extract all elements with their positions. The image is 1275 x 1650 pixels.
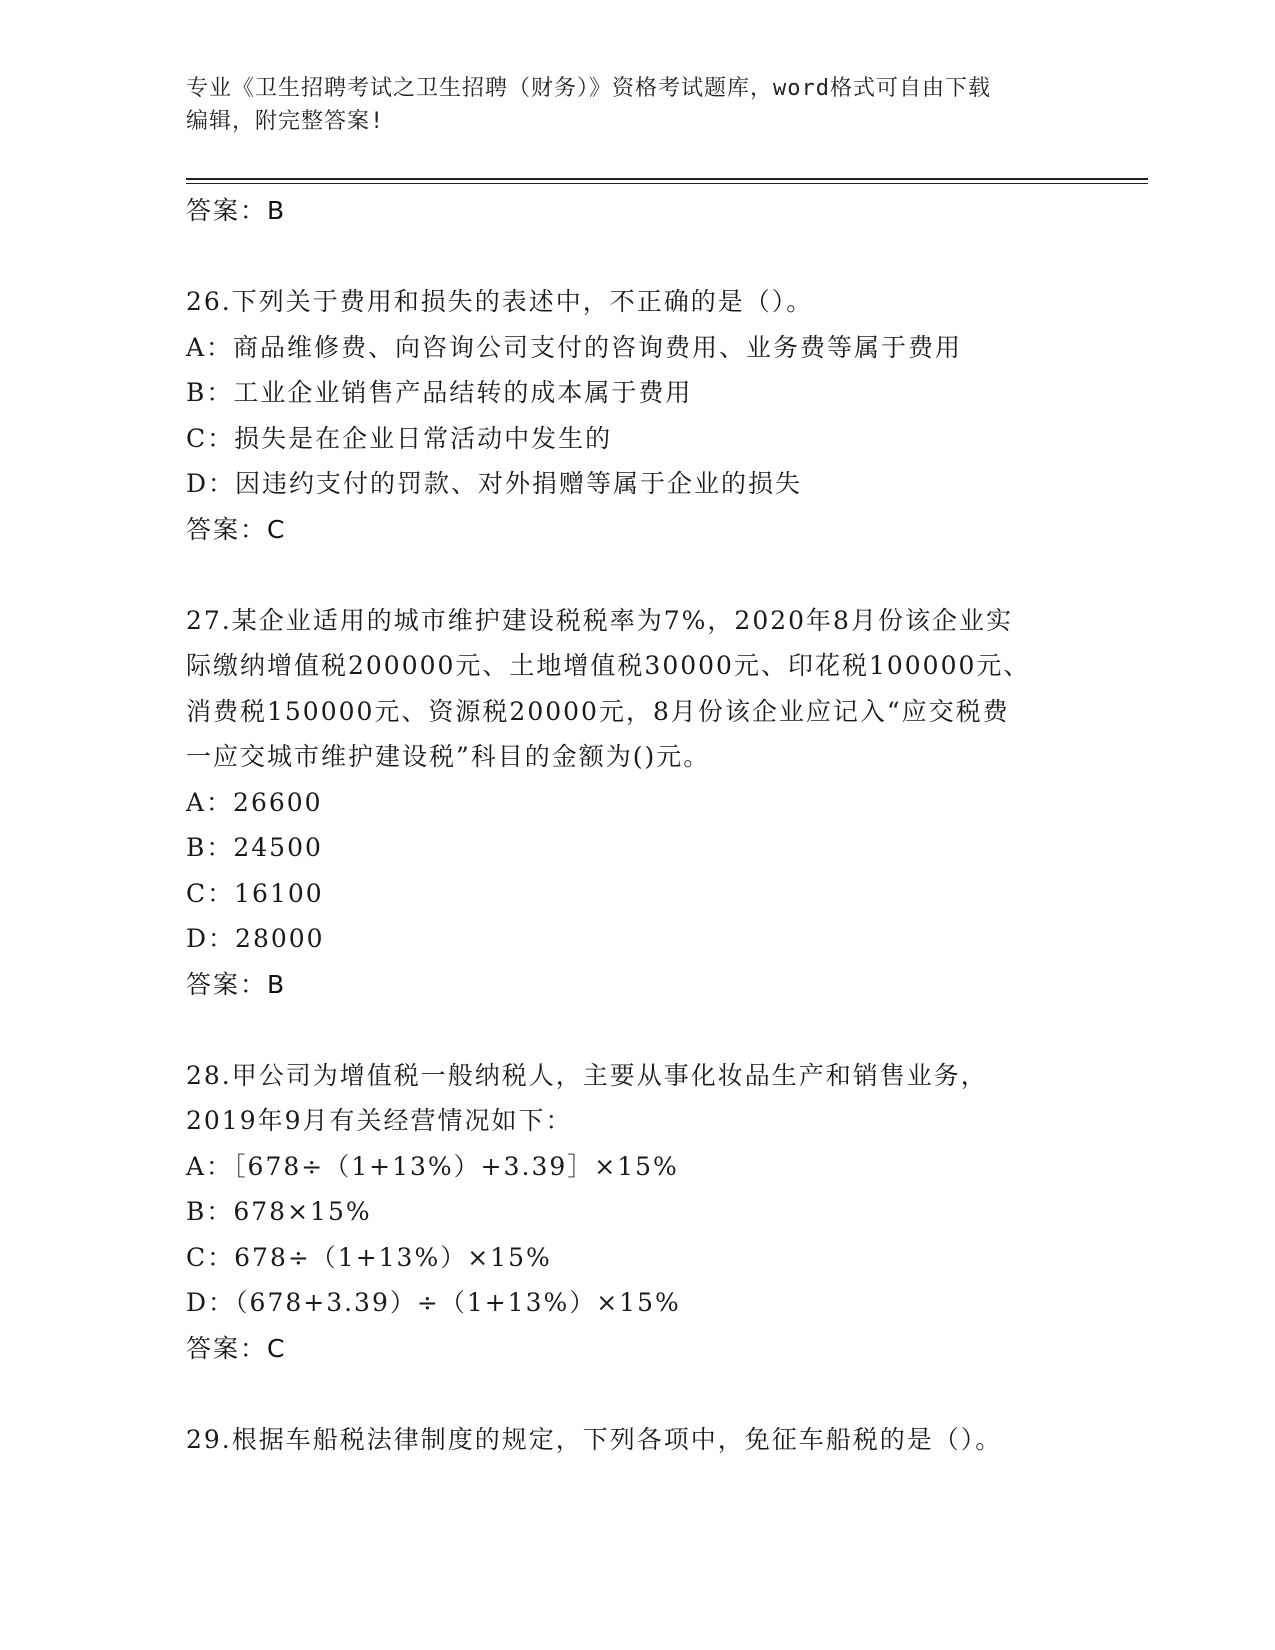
text-line: 26.下列关于费用和损失的表述中，不正确的是（）。 <box>186 287 814 316</box>
text-line: 27.某企业适用的城市维护建设税税率为7%，2020年8月份该企业实 <box>186 605 1013 635</box>
text-line: 际缴纳增值税200000元、土地增值税30000元、印花税100000元、 <box>186 651 1031 680</box>
text-line: B：24500 <box>186 833 323 862</box>
header-rule-thin <box>186 183 1148 184</box>
text-line: A：商品维修费、向咨询公司支付的咨询费用、业务费等属于费用 <box>186 332 963 362</box>
text-line: A：26600 <box>186 787 323 817</box>
header-line-2: 编辑，附完整答案! <box>186 109 385 134</box>
text-line: 2019年9月有关经营情况如下： <box>186 1106 573 1135</box>
header-line-1: 专业《卫生招聘考试之卫生招聘（财务）》资格考试题库，word格式可自由下载 <box>186 76 991 101</box>
text-line: C：678÷（1+13%）×15% <box>186 1242 552 1272</box>
spacer <box>186 234 1116 280</box>
text-line: D：（678+3.39）÷（1+13%）×15% <box>186 1288 681 1317</box>
answer-line: 答案：C <box>186 1333 287 1363</box>
text-line: C：16100 <box>186 878 324 908</box>
answer-line: 答案：B <box>186 196 287 225</box>
text-line: 29.根据车船税法律制度的规定，下列各项中，免征车船税的是（）。 <box>186 1424 1003 1454</box>
document-header <box>186 72 1086 138</box>
text-line: B：工业企业销售产品结转的成本属于费用 <box>186 378 693 407</box>
text-line: D：因违约支付的罚款、对外捐赠等属于企业的损失 <box>186 469 803 498</box>
answer-line: 答案：C <box>186 514 287 544</box>
spacer <box>186 552 1116 598</box>
spacer <box>186 1371 1116 1417</box>
question-content <box>186 188 1116 1462</box>
text-line: 28.甲公司为增值税一般纳税人，主要从事化妆品生产和销售业务， <box>186 1060 988 1090</box>
text-line: A：［678÷（1+13%）+3.39］×15% <box>186 1151 679 1181</box>
text-line: B：678×15% <box>186 1197 372 1226</box>
text-line: 消费税150000元、资源税20000元，8月份该企业应记入“应交税费 <box>186 696 1010 726</box>
header-rule-thick <box>186 178 1148 180</box>
text-line: D：28000 <box>186 924 325 953</box>
spacer <box>186 1007 1116 1053</box>
answer-line: 答案：B <box>186 969 287 999</box>
text-line: C：损失是在企业日常活动中发生的 <box>186 423 613 453</box>
text-line: 一应交城市维护建设税”科目的金额为()元。 <box>186 742 711 771</box>
